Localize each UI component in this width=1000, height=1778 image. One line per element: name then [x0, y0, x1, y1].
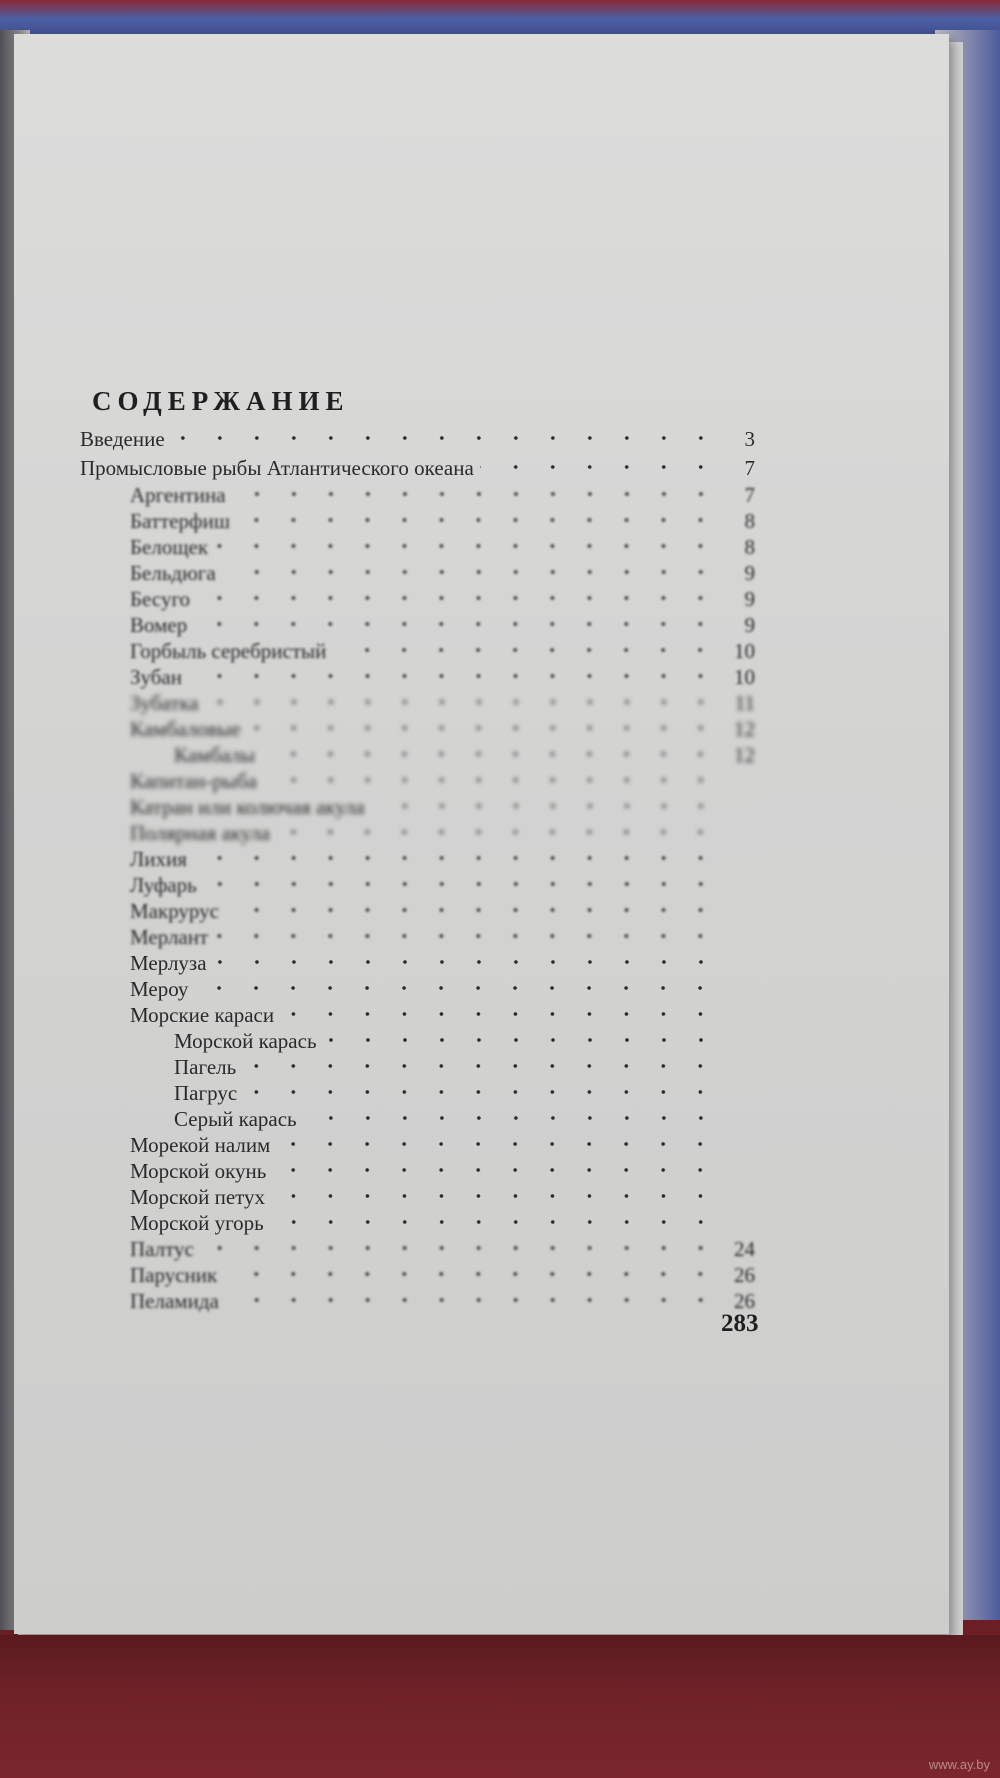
toc-entry: [130, 558, 755, 586]
toc-entry-label: Макрурус: [130, 899, 219, 923]
dot-leader: [193, 848, 719, 868]
toc-entry-label: Катран или колючая акула: [130, 795, 365, 819]
dot-leader: [303, 1108, 719, 1128]
dot-leader: [263, 770, 719, 790]
toc-entry: [130, 974, 755, 1002]
toc-entry: [130, 584, 755, 612]
toc-entry-page: 11: [734, 691, 755, 715]
dot-leader: [194, 978, 719, 998]
dot-leader: [205, 692, 719, 712]
watermark: www.ay.by: [928, 1757, 990, 1772]
dot-leader: [247, 718, 719, 738]
toc-entry-label: Морской угорь: [130, 1211, 264, 1235]
toc-entry-page: 8: [744, 535, 755, 559]
dot-leader: [272, 1160, 719, 1180]
dot-leader: [196, 588, 719, 608]
toc-entry-label: Бельдюга: [130, 561, 216, 585]
toc-entry-label: Бесуго: [130, 587, 191, 611]
dot-leader: [276, 1134, 719, 1154]
toc-entry-page: 26: [734, 1263, 755, 1287]
toc-entry-label: Зубан: [130, 665, 182, 689]
toc-entry: [174, 1052, 755, 1080]
dot-leader: [222, 562, 719, 582]
dot-leader: [261, 744, 719, 764]
dot-leader: [171, 428, 719, 448]
dot-leader: [480, 457, 719, 477]
toc-entry: [130, 792, 755, 820]
toc-entry: [130, 1208, 755, 1236]
toc-entry-label: Мероу: [130, 977, 189, 1001]
toc-entry: [130, 1182, 755, 1210]
toc-entry: [130, 948, 755, 976]
dot-leader: [371, 796, 719, 816]
dot-leader: [188, 666, 719, 686]
toc-entry-page: 9: [744, 613, 755, 637]
toc-entry-label: Мерлант: [130, 925, 209, 949]
toc-entry-label: Баттерфиш: [130, 509, 231, 533]
toc-entry-label: Парусник: [130, 1263, 218, 1287]
toc-entry-label: Аргентина: [130, 483, 226, 507]
toc-entry: [130, 714, 755, 742]
dot-leader: [242, 1056, 719, 1076]
dot-leader: [280, 1004, 719, 1024]
page-number: 283: [721, 1310, 759, 1337]
toc-entry-label: Лихия: [130, 847, 187, 871]
toc-entry: [130, 1234, 755, 1262]
toc-entry-label: Морской карась: [174, 1029, 317, 1053]
toc-entry-page: 8: [744, 509, 755, 533]
toc-list: [14, 34, 949, 1634]
toc-entry: [130, 922, 755, 950]
dot-leader: [225, 900, 719, 920]
page-title: СОДЕРЖАНИЕ: [92, 386, 350, 416]
toc-entry-label: Морские караси: [130, 1003, 275, 1027]
dot-leader: [203, 874, 719, 894]
toc-entry-page: 12: [734, 717, 755, 741]
toc-entry-label: Капитан-рыба: [130, 769, 257, 793]
toc-entry: [130, 480, 755, 508]
toc-entry: [130, 1260, 755, 1288]
toc-entry: [130, 636, 755, 664]
dot-leader: [213, 952, 719, 972]
toc-entry-label: Камбаловые: [130, 717, 241, 741]
dot-leader: [243, 1082, 719, 1102]
dot-leader: [200, 1238, 719, 1258]
dot-leader: [225, 1290, 719, 1310]
book-page: [14, 34, 949, 1634]
toc-entry-page: 26: [734, 1289, 755, 1313]
dot-leader: [223, 1264, 719, 1284]
dot-leader: [214, 926, 719, 946]
toc-entry-label: Мерлуза: [130, 951, 207, 975]
toc-entry: [130, 844, 755, 872]
dot-leader: [276, 822, 719, 842]
toc-entry-label: Морекой налим: [130, 1133, 271, 1157]
book-cover-top: [0, 0, 1000, 34]
toc-entry: [80, 453, 755, 481]
dot-leader: [236, 510, 719, 530]
dot-leader: [323, 1030, 719, 1050]
toc-entry: [174, 1104, 755, 1132]
toc-entry: [80, 424, 755, 452]
dot-leader: [270, 1212, 719, 1232]
toc-entry: [130, 1130, 755, 1158]
toc-entry-label: Вомер: [130, 613, 188, 637]
dot-leader: [232, 484, 719, 504]
toc-entry: [130, 506, 755, 534]
dot-leader: [332, 640, 719, 660]
toc-entry: [130, 1000, 755, 1028]
toc-entry-label: Зубатка: [130, 691, 199, 715]
toc-entry-page: 3: [744, 427, 755, 451]
dot-leader: [214, 536, 719, 556]
toc-entry: [174, 740, 755, 768]
toc-entry-label: Промысловые рыбы Атлантического океана: [80, 456, 474, 480]
toc-entry-label: Пеламида: [130, 1289, 219, 1313]
toc-entry-page: 12: [734, 743, 755, 767]
toc-entry-label: Камбалы: [174, 743, 256, 767]
toc-entry: [130, 896, 755, 924]
toc-entry-page: 24: [734, 1237, 755, 1261]
toc-entry-label: Пагрус: [174, 1081, 238, 1105]
toc-entry: [130, 532, 755, 560]
toc-entry-label: Морской окунь: [130, 1159, 267, 1183]
toc-entry: [130, 1156, 755, 1184]
dot-leader: [271, 1186, 719, 1206]
toc-entry-label: Введение: [80, 427, 165, 451]
toc-entry: [130, 766, 755, 794]
toc-entry-label: Серый карась: [174, 1107, 297, 1131]
toc-entry: [130, 610, 755, 638]
toc-entry-label: Пагель: [174, 1055, 237, 1079]
dot-leader: [193, 614, 719, 634]
toc-entry-page: 10: [734, 665, 755, 689]
toc-entry-page: 9: [744, 561, 755, 585]
toc-entry: [130, 1286, 755, 1314]
toc-entry-label: Белощек: [130, 535, 209, 559]
toc-entry-page: 7: [744, 456, 755, 480]
toc-entry-page: 7: [744, 483, 755, 507]
toc-entry: [130, 870, 755, 898]
toc-entry: [130, 662, 755, 690]
toc-entry-label: Горбыль серебристый: [130, 639, 327, 663]
toc-entry-label: Морской петух: [130, 1185, 266, 1209]
tablecloth-background: [0, 1635, 1000, 1778]
toc-entry: [130, 688, 755, 716]
toc-entry-label: Палтус: [130, 1237, 194, 1261]
toc-entry: [174, 1026, 755, 1054]
toc-entry-page: 9: [744, 587, 755, 611]
toc-entry: [174, 1078, 755, 1106]
toc-entry-label: Полярная акула: [130, 821, 271, 845]
toc-entry: [130, 818, 755, 846]
toc-entry-label: Луфарь: [130, 873, 197, 897]
toc-entry-page: 10: [734, 639, 755, 663]
